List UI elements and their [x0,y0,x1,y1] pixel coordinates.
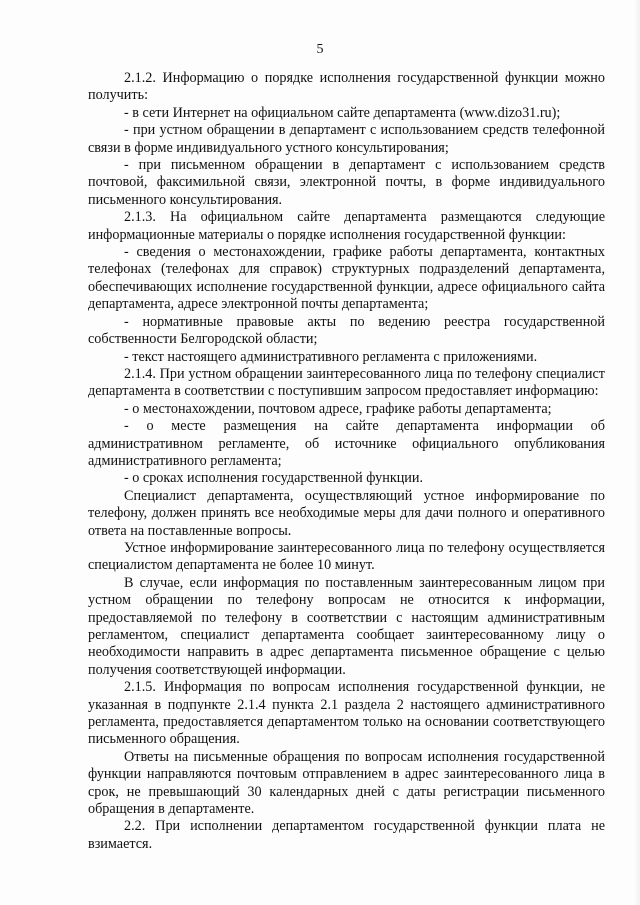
list-item-oral-request: - при устном обращении в департамент с использованием средств телефонной связи в форме индивидуального устного консультирования; [88,122,605,156]
paragraph-written-answers: Ответы на письменные обращения по вопросам исполнения государственной функции направляются почтовым отправлением в адрес заинтересованного лица в срок, не превышающий 30 календарных дней с даты регистрации письменного обращения в департаменте. [88,748,605,818]
list-item-address: - о местонахождении, почтовом адресе, графике работы департамента; [124,400,552,417]
paragraph-2-1-2: 2.1.2. Информацию о порядке исполнения государственной функции можно получить: [88,70,605,104]
list-item-regulation-text: - текст настоящего административного регламента с приложениями. [124,348,538,365]
list-item-placement: - о месте размещения на сайте департамента информации об административном регламенте, об источнике официального опубликования административного регламента; [88,418,605,469]
list-item-written-request: - при письменном обращении в департамент с использованием средств почтовой, факсимильной связи, электронной почты, в форме индивидуального письменного консультирования. [88,157,605,208]
paragraph-2-1-4: 2.1.4. При устном обращении заинтересованного лица по телефону специалист департамента в соответствии с поступившим запросом предоставляет информацию: [88,365,605,400]
paragraph-oral-duration: Устное информирование заинтересованного лица по телефону осуществляется специалистом департамента не более 10 минут. [88,539,605,574]
paragraph-specialist: Специалист департамента, осуществляющий устное информирование по телефону, должен принять все необходимые меры для дачи полного и оперативного ответа на поставленные вопросы. [88,487,605,539]
list-item-location-info: - сведения о местонахождении, графике работы департамента, контактных телефонах (телефонах для справок) структурных подразделений департамента, обеспечивающих исполнение государственной функции, адресе официального сайта департамента, адресе электронной почты департамента; [88,244,605,313]
paragraph-2-1-5: 2.1.5. Информация по вопросам исполнения государственной функции, не указанная в подпункте 2.1.4 пункта 2.1 раздела 2 настоящего административного регламента, предоставляется департаментом только на основании соответствующего письменного обращения. [88,679,605,748]
scan-edge-shadow [634,0,640,905]
paragraph-2-1-3: 2.1.3. На официальном сайте департамента размещаются следующие информационные материалы о порядке исполнения государственной функции: [88,209,605,243]
page-number: 5 [316,42,324,57]
list-item-internet: - в сети Интернет на официальном сайте департамента (www.dizo31.ru); [124,104,561,121]
list-item-deadlines: - о сроках исполнения государственной функции. [124,470,424,487]
document-body [88,70,605,853]
paragraph-in-case: В случае, если информация по поставленным заинтересованным лицом при устном обращении по телефону вопросам не относится к информации, предоставляемой по телефону в соответствии с настоящим административным регламентом, специалист департамента сообщает заинтересованному лицу о необходимости направить в адрес департамента письменное обращение с целью получения соответствующей информации. [88,574,605,678]
paragraph-2-2: 2.2. При исполнении департаментом государственной функции плата не взимается. [88,818,605,852]
list-item-legal-acts: - нормативные правовые акты по ведению реестра государственной собственности Белгородской области; [88,313,605,348]
